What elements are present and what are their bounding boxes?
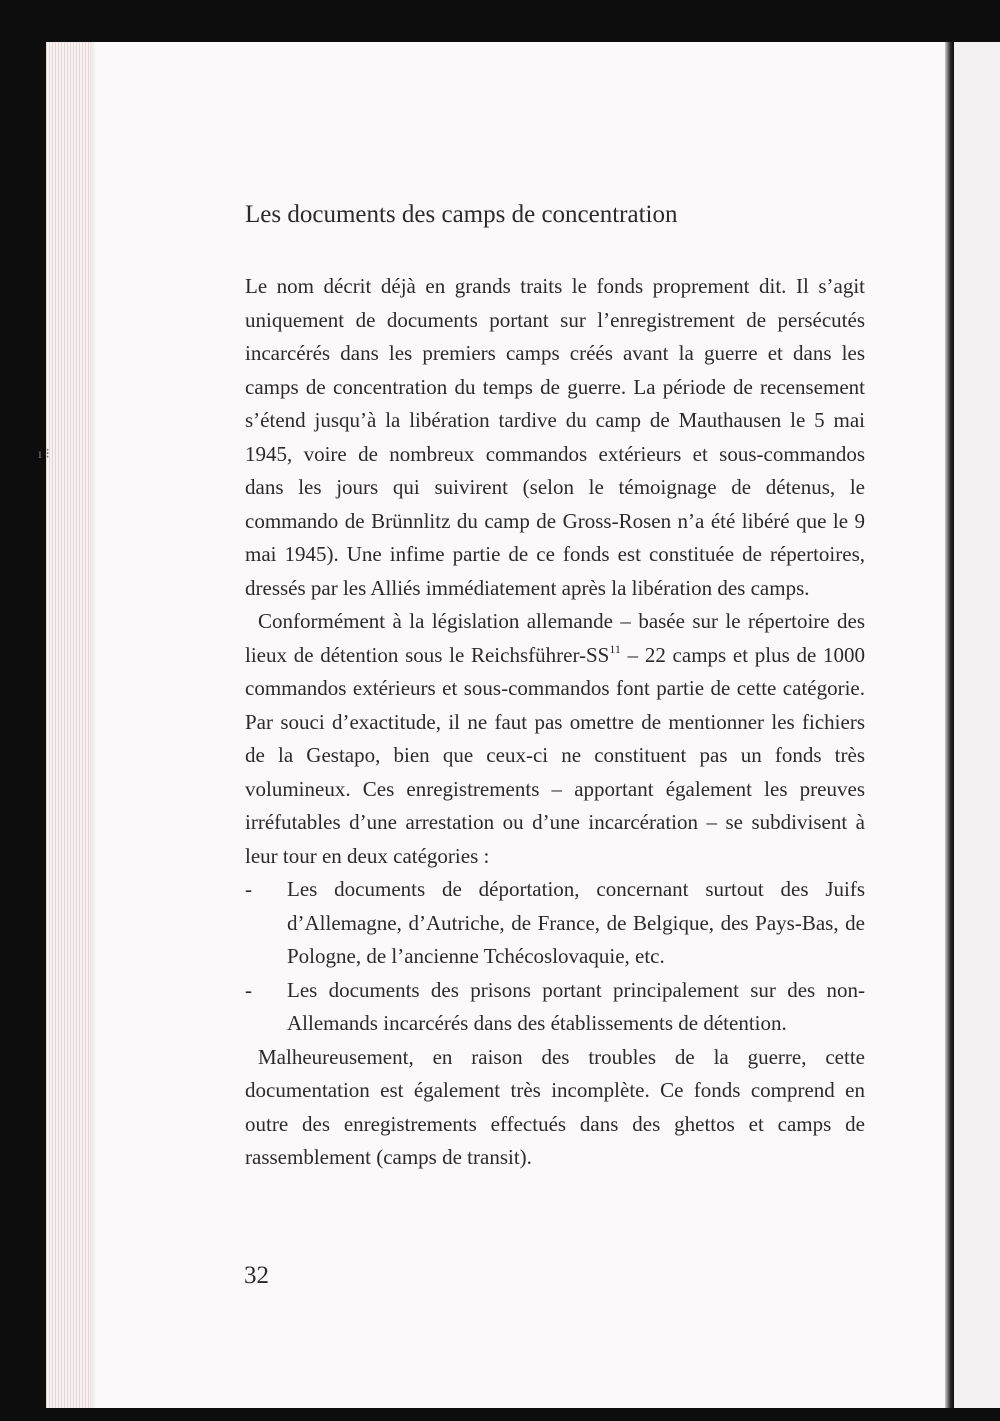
bullet-marker: -: [245, 977, 252, 1002]
margin-mark: ı ⁝: [38, 447, 50, 462]
page-gutter-shade: [90, 42, 96, 1408]
page-number: 32: [244, 1262, 269, 1289]
bullet-text: Les documents de déportation, concernant surtout des Juifs d’Allemagne, d’Autriche, de France, de Belgique, des Pays-Bas, de Pologne, de l’ancienne Tchécoslovaquie, etc.: [287, 877, 865, 968]
body-text: [245, 270, 865, 1175]
bullet-item-deportation: [245, 873, 865, 974]
section-heading: Les documents des camps de concentration: [245, 201, 678, 228]
bullet-text: Les documents des prisons portant principalement sur des non-Allemands incarcérés dans des établissements de détention.: [287, 977, 865, 1035]
paragraph-2-text-end: – 22 camps et plus de 1000 commandos extérieurs et sous-commandos font partie de cette catégorie. Par souci d’exactitude, il ne faut pas omettre de mentionner les fichiers de la Gestapo, bien que ceux-ci ne constituent pas un fonds très volumineux. Ces enregistrements – apportant également les preuves irréfutables d’une arrestation ou d’une incarcération – se subdivisent à leur tour en deux catégories :: [245, 642, 865, 868]
facing-page-edge: [954, 42, 1000, 1408]
paragraph-2-text-start: Conformément à la législation allemande – basée sur le répertoire des lieux de détention sous le Reichsführer-SS: [245, 609, 865, 667]
paragraph-1: Le nom décrit déjà en grands traits le fonds proprement dit. Il s’agit uniquement de documents portant sur l’enregistrement de persécutés incarcérés dans les premiers camps créés avant la guerre et dans les camps de concentration du temps de guerre. La période de recensement s’étend jusqu’à la libération tardive du camp de Mauthausen le 5 mai 1945, voire de nombreux commandos extérieurs et sous-commandos dans les jours qui suivirent (selon le témoignage de détenus, le commando de Brünnlitz du camp de Gross-Rosen n’a été libéré que le 9 mai 1945). Une infime partie de ce fonds est constituée de répertoires, dressés par les Alliés immédiatement après la libération des camps.: [245, 274, 865, 600]
spine-shadow: [945, 42, 954, 1408]
bullet-item-prisons: [245, 974, 865, 1041]
paragraph-2: [245, 605, 865, 873]
paragraph-3: Malheureusement, en raison des troubles de la guerre, cette documentation est également très incomplète. Ce fonds comprend en outre des enregistrements effectués dans des ghettos et camps de rassemblement (camps de transit).: [245, 1044, 865, 1169]
bullet-marker: -: [245, 877, 252, 901]
footnote-ref: 11: [609, 641, 621, 656]
